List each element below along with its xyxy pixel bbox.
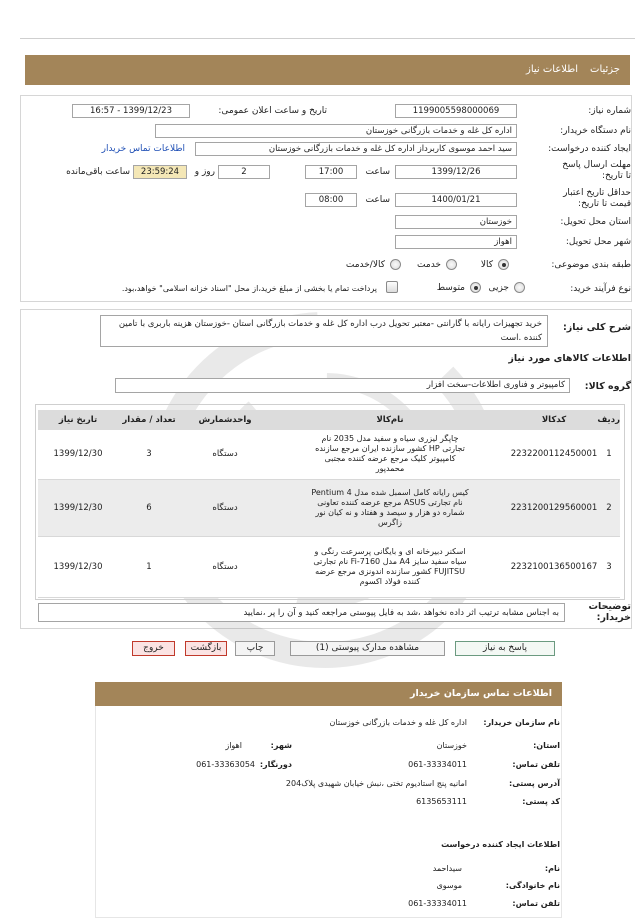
process-type-label: نوع فرآیند خرید: (570, 284, 631, 294)
deadline-date-field: 1399/12/26 (395, 165, 517, 179)
deadline-time-field: 17:00 (305, 165, 357, 179)
row-name-cell (270, 536, 510, 597)
col-name-header: نام‌کالا (270, 410, 510, 430)
process-medium-label: متوسط (436, 283, 465, 293)
col-date-header: تاریخ نیاز (38, 410, 118, 430)
top-divider (20, 38, 635, 39)
tab-details[interactable]: جزئیات (590, 64, 620, 75)
col-code-header: کدکالا (510, 410, 598, 430)
category-service-label: خدمت (417, 260, 441, 270)
announce-datetime-field: 1399/12/23 - 16:57 (72, 104, 190, 118)
time-remaining-label: ساعت باقی‌مانده (66, 167, 130, 177)
city-label: شهر محل تحویل: (565, 237, 631, 247)
creator-first-name-value: سیداحمد (432, 864, 462, 873)
contact-postal-label: کد پستی: (522, 797, 560, 806)
category-label: طبقه بندی موضوعی: (551, 260, 631, 270)
contact-province-label: استان: (533, 741, 560, 750)
contact-fax-value: 061-33363054 (196, 760, 255, 769)
view-attachments-button[interactable]: مشاهده مدارک پیوستی (1) (290, 641, 445, 656)
need-number-label: شماره نیاز: (588, 106, 631, 116)
page-header-bar (25, 55, 630, 85)
creator-first-name-label: نام: (544, 864, 560, 873)
row-qty: 1 (118, 536, 180, 597)
item-group-field: کامپیوتر و فناوری اطلاعات-سخت افزار (115, 378, 570, 393)
creator-last-name-label: نام خانوادگی: (505, 881, 560, 890)
announce-datetime-label: تاریخ و ساعت اعلان عمومی: (218, 106, 327, 116)
category-radio-service[interactable] (446, 259, 457, 270)
province-field: خوزستان (395, 215, 517, 229)
contact-fax-label: دورنگار: (259, 760, 292, 769)
contact-phone-label: تلفن تماس: (512, 760, 560, 769)
contact-section (95, 706, 562, 918)
category-goods-label: کالا (480, 260, 493, 270)
contact-province-value: خوزستان (436, 741, 467, 750)
item-group-label: گروه کالا: (584, 381, 631, 392)
description-label: شرح کلی نیاز: (562, 322, 631, 333)
treasury-note: پرداخت تمام یا بخشی از مبلغ خرید،از محل "اسناد خزانه اسلامی" خواهد،بود. (121, 284, 377, 293)
tab-need-info[interactable]: اطلاعات نیاز (526, 64, 578, 75)
process-radio-minor[interactable] (514, 282, 525, 293)
buyer-contact-link[interactable]: اطلاعات تماس خریدار (101, 144, 185, 154)
row-name: کیس رایانه کامل اسمبل شده مدل Pentium 4 نام تجارتی ASUS مرجع عرضه کننده تعاونی شماره دو هزار و سیصد و هفتاد و نه کیان نور زاگرس (311, 487, 469, 527)
row-code: 2231200129560001 (510, 479, 598, 536)
validity-time-label: ساعت (365, 195, 390, 205)
row-qty: 3 (118, 430, 180, 479)
row-code: 2232200112450001 (510, 430, 598, 479)
row-name-cell (270, 430, 510, 479)
buyer-remarks-label: توضیحات خریدار: (588, 601, 631, 623)
contact-address-label: آدرس پستی: (509, 779, 560, 788)
col-index-header: ردیف (598, 410, 620, 430)
buyer-name-label: نام دستگاه خریدار: (560, 126, 631, 136)
deadline-label: مهلت ارسال پاسخ تا تاریخ: (562, 160, 631, 181)
exit-button[interactable]: خروج (132, 641, 175, 656)
validity-time-field: 08:00 (305, 193, 357, 207)
contact-city-value: اهواز (225, 741, 242, 750)
row-qty: 6 (118, 479, 180, 536)
table-row (38, 536, 620, 597)
creator-last-name-value: موسوی (436, 881, 462, 890)
row-date: 1399/12/30 (38, 430, 118, 479)
table-row (38, 479, 620, 536)
province-label: استان محل تحویل: (560, 217, 631, 227)
reply-button[interactable]: پاسخ به نیاز (455, 641, 555, 656)
creator-info-title: اطلاعات ایجاد کننده درخواست (441, 840, 560, 849)
items-section-title: اطلاعات کالاهای مورد نیاز (508, 353, 631, 364)
creator-field: سید احمد موسوی کاربرداز اداره کل غله و خدمات بازرگانی خوزستان (195, 142, 517, 156)
items-table (38, 410, 620, 598)
days-label: روز و (194, 167, 215, 177)
row-unit: دستگاه (180, 536, 270, 597)
row-name-cell (270, 479, 510, 536)
description-text: خرید تجهیزات رایانه با گارانتی -معتبر تحویل درب اداره کل غله و خدمات بازرگانی استان -خوزستان هزینه باربری با تامین کننده .است (100, 315, 548, 347)
validity-date-field: 1400/01/21 (395, 193, 517, 207)
row-date: 1399/12/30 (38, 536, 118, 597)
print-button[interactable]: چاپ (235, 641, 275, 656)
contact-header-bar (95, 682, 562, 706)
row-unit: دستگاه (180, 430, 270, 479)
col-unit-header: واحدشمارش (180, 410, 270, 430)
process-minor-label: جزیی (488, 283, 509, 293)
row-index: 2 (598, 479, 620, 536)
org-name-label: نام سازمان خریدار: (483, 718, 560, 727)
city-field: اهواز (395, 235, 517, 249)
category-goods-service-label: کالا/خدمت (345, 260, 385, 270)
deadline-time-label: ساعت (365, 167, 390, 177)
row-unit: دستگاه (180, 479, 270, 536)
validity-label: حداقل تاریخ اعتبار قیمت تا تاریخ: (563, 188, 631, 209)
row-name: اسکنر دبیرخانه ای و بایگانی پرسرعت رنگی و سیاه سفید سایز A4 مدل Fi-7160 نام تجارتی FUJITSU کشور سازنده اندونزی مرجع عرضه کننده فولاد اکسوم (313, 546, 467, 586)
contact-address-value: امانیه پنج استادیوم تختی ،نبش خیابان شهیدی پلاک204 (285, 779, 467, 788)
items-table-header (38, 410, 620, 430)
treasury-checkbox[interactable] (386, 281, 398, 293)
contact-postal-value: 6135653111 (416, 797, 467, 806)
time-remaining-field: 23:59:24 (133, 165, 187, 179)
row-index: 1 (598, 430, 620, 479)
category-radio-goods-service[interactable] (390, 259, 401, 270)
back-button[interactable]: بازگشت (185, 641, 227, 656)
row-code: 2232100136500167 (510, 536, 598, 597)
process-radio-medium[interactable] (470, 282, 481, 293)
row-date: 1399/12/30 (38, 479, 118, 536)
buyer-remarks-text: به اجناس مشابه ترتیب اثر داده نخواهد ،شد به فایل پیوستی مراجعه کنید و آن را پر ،نمایید (38, 603, 565, 622)
contact-section-title: اطلاعات تماس سازمان خریدار (409, 688, 552, 699)
table-row (38, 430, 620, 479)
category-radio-goods[interactable] (498, 259, 509, 270)
contact-city-label: شهر: (270, 741, 292, 750)
need-number-field: 1199005598000069 (395, 104, 517, 118)
buyer-name-field: اداره کل غله و خدمات بازرگانی خوزستان (155, 124, 517, 138)
creator-phone-value: 061-33334011 (408, 899, 467, 908)
creator-phone-label: تلفن تماس: (512, 899, 560, 908)
row-name: چاپگر لیزری سیاه و سفید مدل 2035 نام تجارتی HP کشور سازنده ایران مرجع سازنده کامپیوتر کلیک مرجع عرضه کننده مجتبی محمدپور (315, 434, 465, 474)
creator-label: ایجاد کننده درخواست: (548, 144, 631, 154)
org-name-value: اداره کل غله و خدمات بازرگانی خوزستان (329, 718, 467, 727)
days-remaining-field: 2 (218, 165, 270, 179)
contact-phone-value: 061-33334011 (408, 760, 467, 769)
col-qty-header: تعداد / مقدار (118, 410, 180, 430)
row-index: 3 (598, 536, 620, 597)
